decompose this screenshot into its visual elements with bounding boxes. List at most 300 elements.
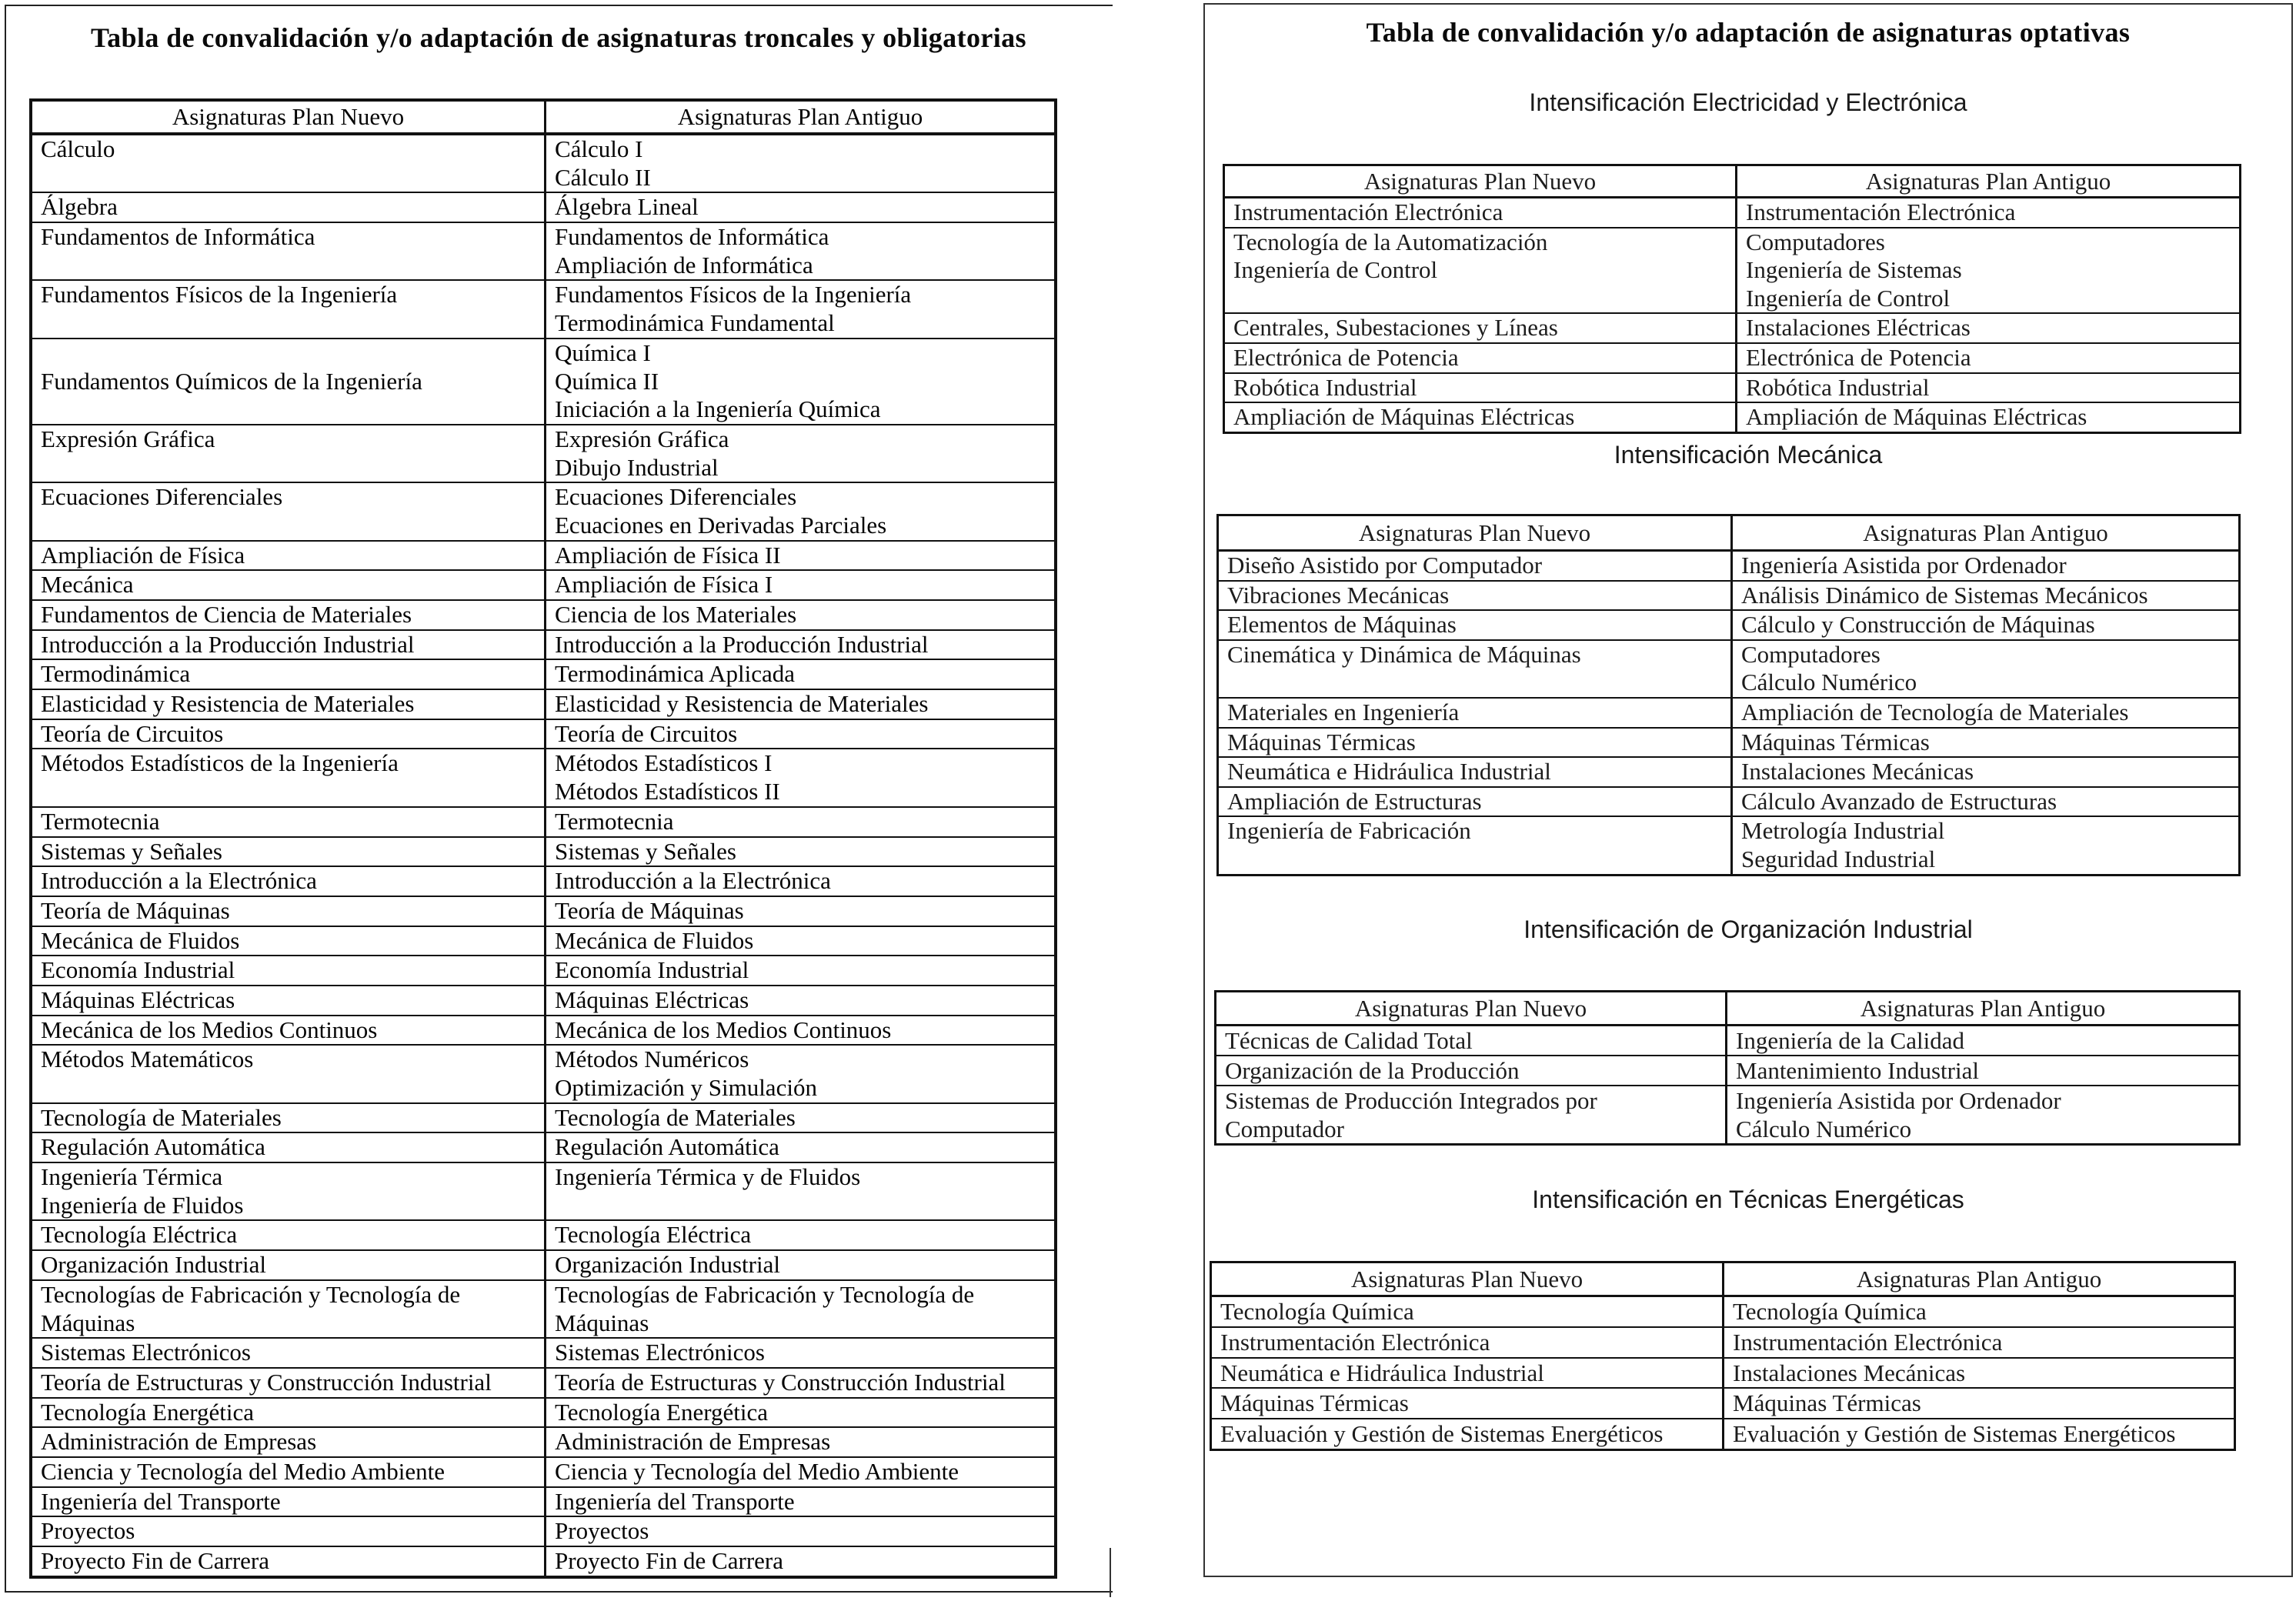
- subject-name: Elasticidad y Resistencia de Materiales: [555, 690, 929, 718]
- subject-name: Organización Industrial: [41, 1251, 266, 1279]
- subject-name: Teoría de Circuitos: [41, 719, 224, 747]
- subject-name: Robótica Industrial: [1233, 373, 1417, 401]
- cell-plan-nuevo: [1219, 729, 1733, 759]
- cell-plan-nuevo: [1225, 198, 1737, 228]
- subject-name: Ciencia y Tecnología del Medio Ambiente: [41, 1457, 445, 1485]
- cell-plan-antiguo: [1737, 374, 2239, 404]
- subject-name: Centrales, Subestaciones y Líneas: [1233, 314, 1558, 342]
- subject-name: Fundamentos Químicos de la Ingeniería: [41, 367, 422, 395]
- cell-plan-antiguo: [546, 1046, 1054, 1103]
- cell-plan-antiguo: [546, 483, 1054, 541]
- cell-plan-nuevo: [32, 1547, 546, 1576]
- subject-name: Tecnología Química: [1220, 1298, 1414, 1325]
- table-row: [32, 808, 1054, 838]
- table-row: [32, 1369, 1054, 1399]
- subject-name: Cinemática y Dinámica de Máquinas: [1227, 640, 1581, 668]
- subject-name: Mecánica de Fluidos: [555, 926, 754, 954]
- cell-plan-nuevo: [32, 1281, 546, 1339]
- table-row: [32, 897, 1054, 927]
- subject-name: Proyecto Fin de Carrera: [41, 1547, 269, 1574]
- cell-plan-antiguo: [546, 1517, 1054, 1547]
- cell-plan-nuevo: [1212, 1297, 1724, 1328]
- subject-name: Ampliación de Física I: [555, 571, 773, 599]
- table-row: [32, 867, 1054, 897]
- table-row: [32, 542, 1054, 572]
- subject-name: Instrumentación Electrónica: [1746, 198, 2016, 225]
- subject-name: Termodinámica Aplicada: [555, 660, 796, 688]
- subject-name: Evaluación y Gestión de Sistemas Energéticos: [1733, 1420, 2176, 1448]
- table-row: [32, 483, 1054, 541]
- cell-plan-antiguo: [546, 1281, 1054, 1339]
- cell-plan-antiguo: [546, 1399, 1054, 1429]
- cell-plan-nuevo: [1212, 1419, 1724, 1449]
- cell-plan-nuevo: [1219, 582, 1733, 612]
- cell-plan-nuevo: [32, 1428, 546, 1458]
- table-row: [32, 1428, 1054, 1458]
- table-row: [1216, 1056, 2238, 1086]
- cell-plan-antiguo: [546, 838, 1054, 868]
- cell-plan-antiguo: [1733, 552, 2238, 582]
- cell-plan-antiguo: [1724, 1419, 2234, 1449]
- subject-name: Métodos Matemáticos: [41, 1046, 254, 1073]
- cell-plan-nuevo: [1216, 1056, 1727, 1086]
- optional-table-wrapper: [1223, 164, 2241, 434]
- subject-name: Teoría de Máquinas: [41, 896, 230, 924]
- subject-name: Tecnología Eléctrica: [41, 1221, 238, 1249]
- cell-plan-antiguo: [546, 571, 1054, 601]
- cell-plan-nuevo: [1212, 1389, 1724, 1419]
- cell-plan-nuevo: [32, 571, 546, 601]
- subject-name: Teoría de Estructuras y Construcción Industrial: [555, 1368, 1006, 1396]
- cell-plan-nuevo: [1219, 611, 1733, 641]
- subject-name: Métodos Numéricos: [555, 1046, 749, 1073]
- subject-name: Cálculo I: [555, 135, 643, 162]
- subject-name: Economía Industrial: [555, 956, 749, 984]
- cell-plan-antiguo: [1724, 1328, 2234, 1359]
- cell-plan-nuevo: [1219, 641, 1733, 699]
- cell-plan-nuevo: [32, 1458, 546, 1488]
- cell-plan-nuevo: [32, 339, 546, 425]
- cell-plan-antiguo: [546, 897, 1054, 927]
- subject-name: Ecuaciones Diferenciales: [41, 483, 283, 511]
- subject-name: Técnicas de Calidad Total: [1225, 1027, 1473, 1054]
- cell-plan-antiguo: [546, 1488, 1054, 1518]
- subject-name: Metrología Industrial: [1741, 817, 1945, 845]
- subject-name: Fundamentos Físicos de la Ingeniería: [41, 281, 398, 309]
- cell-plan-antiguo: [1737, 228, 2239, 315]
- cell-plan-nuevo: [32, 897, 546, 927]
- cell-plan-antiguo: [1733, 817, 2238, 873]
- header-plan-nuevo: Asignaturas Plan Nuevo: [1212, 1263, 1724, 1297]
- subject-name: Mecánica: [41, 571, 134, 599]
- subject-name: Cálculo Numérico: [1741, 669, 1917, 696]
- subject-name: Elasticidad y Resistencia de Materiales: [41, 690, 415, 718]
- subject-name: Máquinas Eléctricas: [555, 986, 749, 1013]
- table-row: [32, 1221, 1054, 1251]
- cell-plan-antiguo: [1724, 1359, 2234, 1389]
- table-row: [32, 956, 1054, 986]
- table-row: [32, 1251, 1054, 1281]
- table-row: [1225, 228, 2239, 315]
- subject-name: Máquinas: [41, 1309, 135, 1336]
- cell-plan-nuevo: [32, 1133, 546, 1163]
- subject-name: Máquinas Eléctricas: [41, 986, 235, 1013]
- cell-plan-nuevo: [32, 986, 546, 1016]
- subject-name: Tecnologías de Fabricación y Tecnología de: [41, 1280, 461, 1308]
- subject-name: Ingeniería Térmica: [41, 1163, 223, 1191]
- subject-name: Ingeniería de Control: [1233, 256, 1438, 284]
- cell-plan-nuevo: [32, 1339, 546, 1369]
- table-row: [32, 720, 1054, 750]
- subject-name: Proyectos: [41, 1517, 135, 1545]
- cell-plan-antiguo: [1733, 758, 2238, 788]
- cell-plan-nuevo: [1219, 758, 1733, 788]
- subject-name: Neumática e Hidráulica Industrial: [1227, 758, 1551, 785]
- subject-name: Computadores: [1746, 228, 1885, 255]
- header-plan-antiguo: Asignaturas Plan Antiguo: [1733, 516, 2238, 552]
- table-row: [32, 1104, 1054, 1134]
- convalidation-table: [29, 98, 1057, 1579]
- subject-name: Tecnología de la Automatización: [1233, 228, 1548, 255]
- section-heading: Intensificación de Organización Industrial: [1523, 916, 1973, 943]
- subject-name: Tecnología Eléctrica: [555, 1221, 752, 1249]
- subject-name: Evaluación y Gestión de Sistemas Energéticos: [1220, 1420, 1664, 1448]
- table-row: [32, 281, 1054, 339]
- table-row: [32, 193, 1054, 223]
- cell-plan-nuevo: [1225, 344, 1737, 374]
- header-plan-nuevo: Asignaturas Plan Nuevo: [1225, 166, 1737, 198]
- table-row: [32, 1046, 1054, 1103]
- cell-plan-nuevo: [32, 690, 546, 720]
- subject-name: Instrumentación Electrónica: [1733, 1328, 2003, 1356]
- subject-name: Instrumentación Electrónica: [1233, 198, 1503, 225]
- table-row: [1225, 314, 2239, 344]
- table-row: [1219, 758, 2238, 788]
- cell-plan-nuevo: [32, 542, 546, 572]
- subject-name: Administración de Empresas: [555, 1428, 831, 1456]
- subject-name: Ecuaciones Diferenciales: [555, 483, 797, 511]
- subject-name: Diseño Asistido por Computador: [1227, 552, 1543, 579]
- table-row: [32, 1547, 1054, 1576]
- table-row: [32, 601, 1054, 631]
- cell-plan-antiguo: [546, 631, 1054, 661]
- subject-name: Mecánica de Fluidos: [41, 926, 240, 954]
- cell-plan-antiguo: [546, 1339, 1054, 1369]
- cell-plan-antiguo: [546, 867, 1054, 897]
- subject-name: Vibraciones Mecánicas: [1227, 581, 1450, 609]
- subject-name: Proyecto Fin de Carrera: [555, 1547, 783, 1574]
- cell-plan-nuevo: [32, 1163, 546, 1221]
- subject-name: Cálculo Avanzado de Estructuras: [1741, 787, 2057, 815]
- cell-plan-antiguo: [1727, 1086, 2238, 1143]
- subject-name: Termotecnia: [41, 807, 160, 835]
- subject-name: Administración de Empresas: [41, 1428, 317, 1456]
- subject-name: Mantenimiento Industrial: [1736, 1057, 1979, 1084]
- cell-plan-antiguo: [1737, 344, 2239, 374]
- cell-plan-antiguo: [546, 223, 1054, 281]
- table-row: [32, 1458, 1054, 1488]
- subject-name: Tecnología de Materiales: [41, 1103, 282, 1131]
- convalidation-table-wrapper: [29, 98, 1057, 1579]
- cell-plan-nuevo: [32, 631, 546, 661]
- cell-plan-antiguo: [546, 1221, 1054, 1251]
- cell-plan-antiguo: [546, 542, 1054, 572]
- table-row: [32, 1163, 1054, 1221]
- subject-name: Termodinámica: [41, 660, 191, 688]
- cell-plan-antiguo: [546, 927, 1054, 957]
- optional-convalidation-table: [1214, 990, 2241, 1146]
- subject-name: Ampliación de Estructuras: [1227, 787, 1482, 815]
- cell-plan-nuevo: [32, 720, 546, 750]
- cell-plan-nuevo: [32, 808, 546, 838]
- subject-name: Robótica Industrial: [1746, 373, 1930, 401]
- table-row: [1219, 582, 2238, 612]
- subject-name: Expresión Gráfica: [41, 425, 215, 452]
- cell-plan-antiguo: [1733, 611, 2238, 641]
- subject-name: Mecánica de los Medios Continuos: [41, 1016, 378, 1043]
- cell-plan-nuevo: [1216, 1086, 1727, 1143]
- cell-plan-antiguo: [1733, 788, 2238, 818]
- table-row: [32, 927, 1054, 957]
- subject-name: Sistemas y Señales: [555, 837, 736, 865]
- subject-name: Seguridad Industrial: [1741, 845, 1936, 872]
- cell-plan-antiguo: [546, 956, 1054, 986]
- table-row: [32, 660, 1054, 690]
- cell-plan-antiguo: [546, 193, 1054, 223]
- table-row: [1219, 817, 2238, 873]
- cell-plan-antiguo: [546, 1104, 1054, 1134]
- subject-name: Máquinas Térmicas: [1733, 1389, 1921, 1417]
- subject-name: Computador: [1225, 1116, 1344, 1142]
- cell-plan-antiguo: [1724, 1297, 2234, 1328]
- table-row: [1219, 641, 2238, 699]
- cell-plan-nuevo: [1216, 1026, 1727, 1056]
- cell-plan-antiguo: [546, 690, 1054, 720]
- subject-name: Química II: [555, 367, 659, 395]
- optional-table-wrapper: [1216, 514, 2241, 876]
- cell-plan-nuevo: [32, 193, 546, 223]
- cell-plan-nuevo: [1225, 228, 1737, 315]
- subject-name: Introducción a la Producción Industrial: [555, 630, 929, 658]
- cell-plan-nuevo: [1219, 552, 1733, 582]
- subject-name: Cálculo: [41, 135, 115, 162]
- subject-name: Ciencia de los Materiales: [555, 601, 797, 628]
- subject-name: Optimización y Simulación: [555, 1074, 817, 1101]
- subject-name: Elementos de Máquinas: [1227, 611, 1457, 639]
- subject-name: Tecnología Química: [1733, 1298, 1927, 1325]
- table-row: [1225, 344, 2239, 374]
- table-row: [1225, 198, 2239, 228]
- cell-plan-antiguo: [1737, 198, 2239, 228]
- optional-convalidation-table: [1223, 164, 2241, 434]
- cell-plan-nuevo: [32, 956, 546, 986]
- table-row: [32, 690, 1054, 720]
- subject-name: Economía Industrial: [41, 956, 235, 984]
- table-row: [32, 1339, 1054, 1369]
- subject-name: Máquinas: [555, 1309, 649, 1336]
- subject-name: Análisis Dinámico de Sistemas Mecánicos: [1741, 581, 2148, 609]
- table-row: [1219, 788, 2238, 818]
- optional-convalidation-table: [1210, 1261, 2236, 1451]
- cell-plan-antiguo: [1724, 1389, 2234, 1419]
- cell-plan-nuevo: [32, 867, 546, 897]
- cell-plan-antiguo: [1727, 1056, 2238, 1086]
- subject-name: Ecuaciones en Derivadas Parciales: [555, 511, 887, 539]
- subject-name: Computadores: [1741, 640, 1881, 668]
- table-row: [32, 571, 1054, 601]
- cell-plan-antiguo: [546, 660, 1054, 690]
- subject-name: Introducción a la Electrónica: [555, 867, 831, 895]
- subject-name: Máquinas Térmicas: [1220, 1389, 1409, 1417]
- table-row: [32, 425, 1054, 483]
- subject-name: Fundamentos de Informática: [41, 223, 315, 251]
- subject-name: Electrónica de Potencia: [1746, 343, 1971, 371]
- table-header-row: [1225, 166, 2239, 198]
- subject-name: Métodos Estadísticos II: [555, 778, 780, 806]
- optional-convalidation-table: [1216, 514, 2241, 876]
- table-row: [1212, 1419, 2234, 1449]
- subject-name: Introducción a la Producción Industrial: [41, 630, 415, 658]
- cell-plan-nuevo: [32, 1251, 546, 1281]
- cell-plan-nuevo: [1225, 374, 1737, 404]
- subject-name: Organización Industrial: [555, 1251, 780, 1279]
- header-plan-nuevo: Asignaturas Plan Nuevo: [1216, 992, 1727, 1026]
- cell-plan-nuevo: [32, 483, 546, 541]
- subject-name: Instalaciones Eléctricas: [1746, 314, 1971, 342]
- subject-name: Álgebra Lineal: [555, 193, 699, 221]
- page-edge-mark: [1110, 1548, 1111, 1597]
- table-row: [32, 749, 1054, 807]
- subject-name: Termodinámica Fundamental: [555, 309, 835, 337]
- cell-plan-nuevo: [32, 1016, 546, 1046]
- subject-name: Ingeniería Asistida por Ordenador: [1736, 1087, 2061, 1114]
- cell-plan-nuevo: [1219, 817, 1733, 873]
- header-plan-antiguo: Asignaturas Plan Antiguo: [1724, 1263, 2234, 1297]
- cell-plan-antiguo: [1733, 729, 2238, 759]
- header-plan-antiguo: Asignaturas Plan Antiguo: [1737, 166, 2239, 198]
- header-plan-antiguo: Asignaturas Plan Antiguo: [546, 102, 1054, 135]
- optional-table-wrapper: [1210, 1261, 2236, 1451]
- subject-name: Dibujo Industrial: [555, 453, 719, 481]
- cell-plan-antiguo: [546, 281, 1054, 339]
- subject-name: Organización de la Producción: [1225, 1057, 1520, 1084]
- cell-plan-nuevo: [32, 1399, 546, 1429]
- cell-plan-antiguo: [546, 135, 1054, 193]
- table-header-row: [1212, 1263, 2234, 1297]
- subject-name: Ampliación de Física II: [555, 541, 781, 569]
- table-row: [1219, 611, 2238, 641]
- table-row: [1212, 1359, 2234, 1389]
- table-row: [32, 838, 1054, 868]
- cell-plan-nuevo: [32, 660, 546, 690]
- subject-name: Sistemas Electrónicos: [41, 1339, 251, 1366]
- table-row: [32, 339, 1054, 425]
- subject-name: Proyectos: [555, 1517, 649, 1545]
- cell-plan-nuevo: [32, 1221, 546, 1251]
- subject-name: Ampliación de Física: [41, 541, 245, 569]
- subject-name: Fundamentos de Informática: [555, 223, 829, 251]
- table-row: [32, 1517, 1054, 1547]
- subject-name: Ingeniería de Sistemas: [1746, 256, 1962, 284]
- cell-plan-nuevo: [32, 1104, 546, 1134]
- table-row: [32, 1133, 1054, 1163]
- cell-plan-nuevo: [1219, 788, 1733, 818]
- subject-name: Teoría de Circuitos: [555, 719, 738, 747]
- cell-plan-antiguo: [546, 808, 1054, 838]
- subject-name: Tecnologías de Fabricación y Tecnología de: [555, 1280, 975, 1308]
- subject-name: Introducción a la Electrónica: [41, 867, 317, 895]
- table-row: [32, 1488, 1054, 1518]
- cell-plan-antiguo: [546, 425, 1054, 483]
- cell-plan-antiguo: [546, 339, 1054, 425]
- subject-name: Teoría de Estructuras y Construcción Industrial: [41, 1368, 492, 1396]
- subject-name: Ingeniería Asistida por Ordenador: [1741, 552, 2067, 579]
- cell-plan-antiguo: [546, 601, 1054, 631]
- table-row: [1225, 374, 2239, 404]
- subject-name: Fundamentos Físicos de la Ingeniería: [555, 281, 912, 309]
- cell-plan-nuevo: [32, 838, 546, 868]
- subject-name: Ciencia y Tecnología del Medio Ambiente: [555, 1457, 959, 1485]
- subject-name: Máquinas Térmicas: [1227, 728, 1416, 755]
- cell-plan-antiguo: [1733, 582, 2238, 612]
- table-row: [1212, 1328, 2234, 1359]
- subject-name: Mecánica de los Medios Continuos: [555, 1016, 892, 1043]
- subject-name: Termotecnia: [555, 807, 674, 835]
- subject-name: Teoría de Máquinas: [555, 896, 744, 924]
- subject-name: Materiales en Ingeniería: [1227, 698, 1460, 725]
- cell-plan-nuevo: [1225, 314, 1737, 344]
- cell-plan-nuevo: [32, 601, 546, 631]
- cell-plan-nuevo: [32, 425, 546, 483]
- cell-plan-antiguo: [546, 1251, 1054, 1281]
- header-plan-antiguo: Asignaturas Plan Antiguo: [1727, 992, 2238, 1026]
- cell-plan-nuevo: [32, 1369, 546, 1399]
- cell-plan-antiguo: [1733, 641, 2238, 699]
- subject-name: Máquinas Térmicas: [1741, 728, 1930, 755]
- cell-plan-antiguo: [546, 1133, 1054, 1163]
- subject-name: Instalaciones Mecánicas: [1741, 758, 1974, 785]
- subject-name: Cálculo Numérico: [1736, 1116, 1912, 1142]
- cell-plan-antiguo: [546, 749, 1054, 807]
- cell-plan-nuevo: [1225, 403, 1737, 432]
- table-row: [32, 986, 1054, 1016]
- subject-name: Tecnología de Materiales: [555, 1103, 796, 1131]
- table-row: [32, 135, 1054, 193]
- table-row: [1212, 1297, 2234, 1328]
- subject-name: Ingeniería de la Calidad: [1736, 1027, 1964, 1054]
- subject-name: Instrumentación Electrónica: [1220, 1328, 1490, 1356]
- page-title: Tabla de convalidación y/o adaptación de asignaturas optativas: [1366, 17, 2131, 48]
- section-heading: Intensificación Mecánica: [1614, 441, 1883, 469]
- subject-name: Álgebra: [41, 193, 118, 221]
- cell-plan-antiguo: [546, 1547, 1054, 1576]
- cell-plan-nuevo: [32, 749, 546, 807]
- subject-name: Sistemas y Señales: [41, 837, 222, 865]
- subject-name: Cálculo II: [555, 163, 651, 191]
- cell-plan-antiguo: [546, 1163, 1054, 1221]
- subject-name: Iniciación a la Ingeniería Química: [555, 395, 881, 423]
- subject-name: Instalaciones Mecánicas: [1733, 1359, 1966, 1386]
- cell-plan-antiguo: [546, 1369, 1054, 1399]
- subject-name: Tecnología Energética: [41, 1398, 254, 1426]
- subject-name: Electrónica de Potencia: [1233, 343, 1459, 371]
- table-row: [1216, 1086, 2238, 1143]
- subject-name: Ingeniería de Fluidos: [41, 1191, 244, 1219]
- cell-plan-nuevo: [32, 927, 546, 957]
- table-row: [1219, 699, 2238, 729]
- subject-name: Cálculo y Construcción de Máquinas: [1741, 611, 2095, 639]
- cell-plan-nuevo: [1212, 1359, 1724, 1389]
